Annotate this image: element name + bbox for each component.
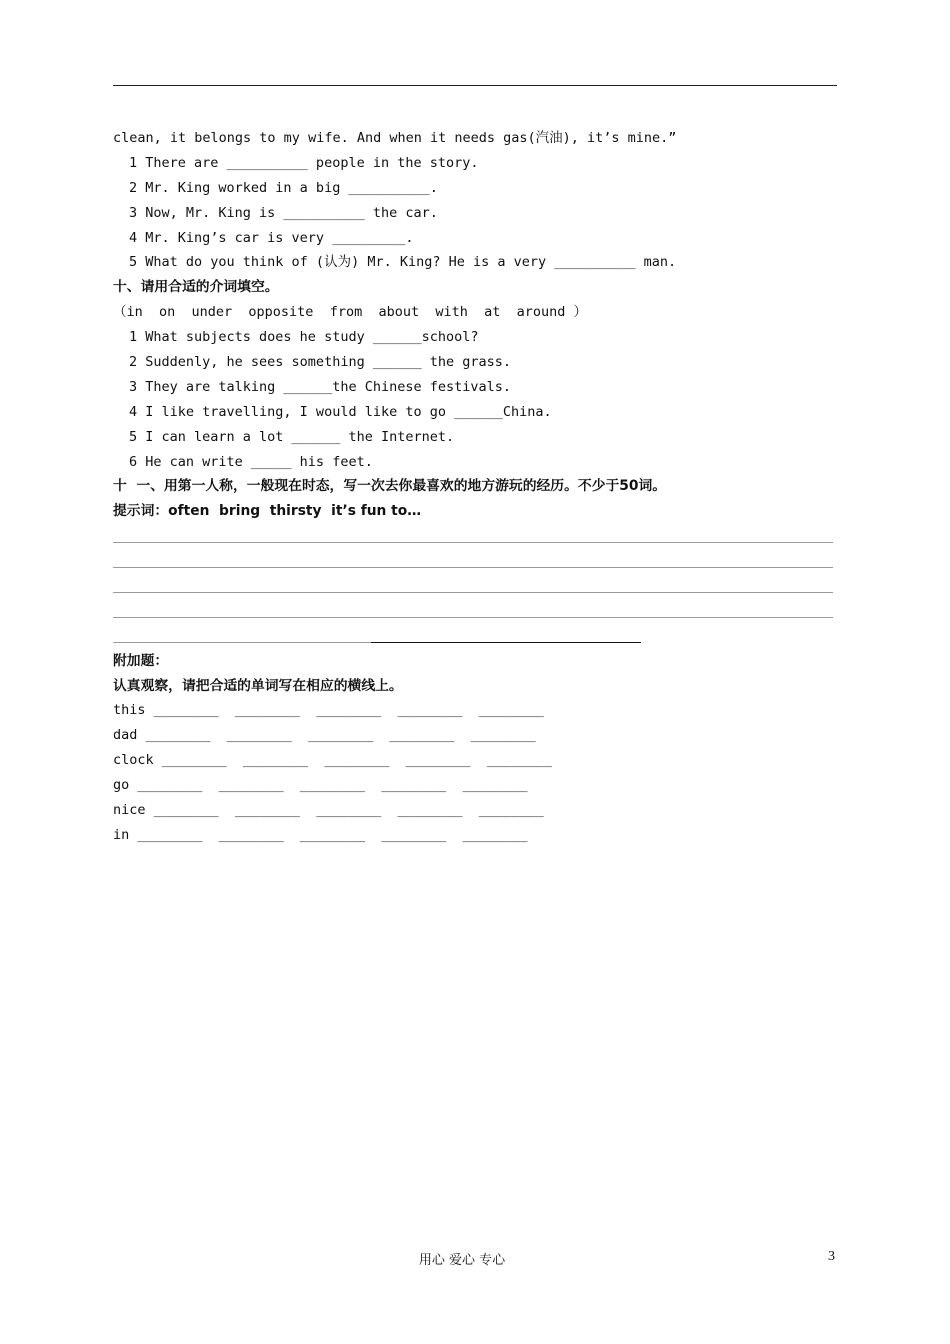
question-item: 2 Suddenly, he sees something ______ the grass. [129,354,512,371]
writing-line [113,624,843,649]
page-number: 3 [828,1249,835,1264]
question-item: 4 Mr. King’s car is very _________. [129,229,414,246]
question-item: 1 What subjects does he study ______school? [129,329,479,346]
question-item: 6 He can write _____ his feet. [129,453,373,470]
writing-line [113,549,843,574]
section10-heading: 十、请用合适的介词填空。 [113,279,279,296]
document-body [113,126,843,848]
writing-line [113,524,843,549]
bonus-rows [113,698,843,847]
word-row: in ________ ________ ________ ________ ________ [113,826,528,843]
word-row: clock ________ ________ ________ ________ ________ [113,752,552,769]
header-rule [113,85,837,86]
hint-words: 提示词：often bring thirsty it’s fun to… [113,503,422,520]
question-item: 5 I can learn a lot ______ the Internet. [129,428,455,445]
word-row: nice ________ ________ ________ ________ ________ [113,802,544,819]
preposition-options: （in on under opposite from about with at around ） [113,304,588,321]
question-item: 5 What do you think of (认为) Mr. King? He is a very __________ man. [129,254,677,271]
bonus-title: 附加题： [113,652,169,669]
word-row: dad ________ ________ ________ ________ ________ [113,727,536,744]
footer-motto: 用心 爱心 专心 [418,1253,506,1268]
question-item: 4 I like travelling, I would like to go ______China. [129,403,552,420]
question-item: 3 Now, Mr. King is __________ the car. [129,204,438,221]
section10-questions [113,325,843,474]
word-row: go ________ ________ ________ ________ ________ [113,777,528,794]
passage-end: clean, it belongs to my wife. And when it needs gas(汽油), it’s mine.” [113,130,677,146]
section9-questions [113,151,843,275]
writing-line [113,599,843,624]
bonus-instruction: 认真观察，请把合适的单词写在相应的横线上。 [113,677,403,694]
question-item: 2 Mr. King worked in a big __________. [129,179,438,196]
writing-line [113,574,843,599]
section11-heading: 十 一、用第一人称，一般现在时态，写一次去你最喜欢的地方游玩的经历。不少于50词。 [113,478,667,495]
solid-underline [371,642,641,643]
writing-area [113,524,843,648]
word-row: this ________ ________ ________ ________ ________ [113,702,544,719]
question-item: 3 They are talking ______the Chinese festivals. [129,378,512,395]
question-item: 1 There are __________ people in the story. [129,154,479,171]
